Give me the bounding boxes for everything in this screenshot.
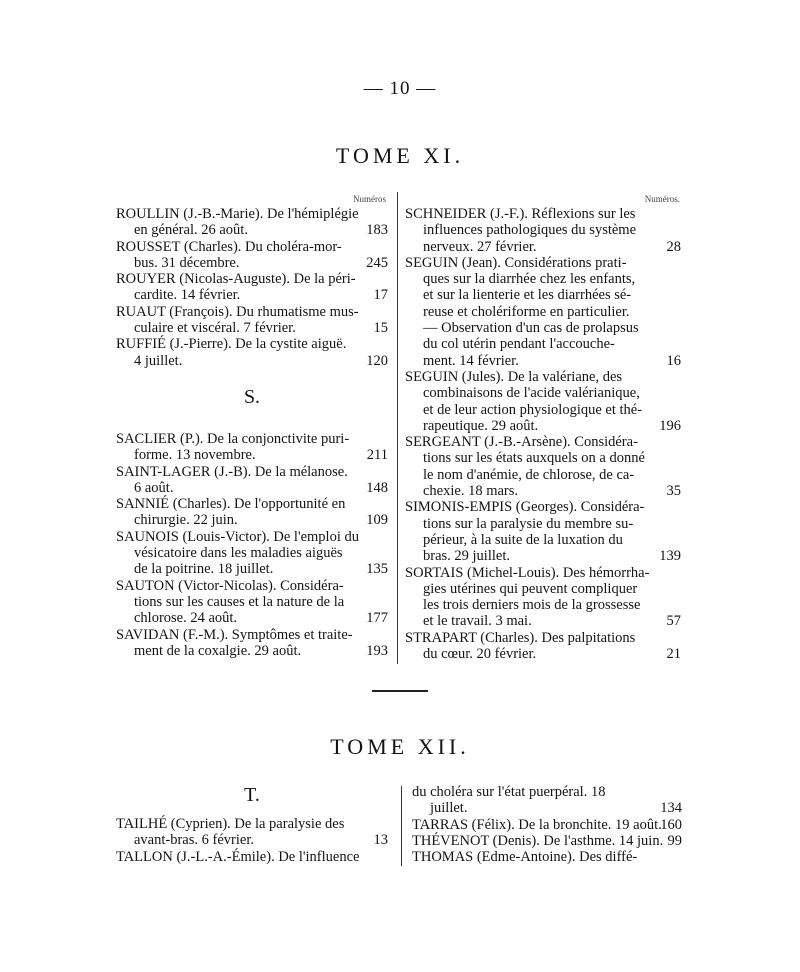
index-entry bbox=[412, 784, 682, 817]
entry-line: de la poitrine. 18 juillet. bbox=[134, 561, 274, 578]
index-entry bbox=[116, 431, 388, 464]
index-entry bbox=[116, 464, 388, 497]
entry-line: — Observation d'un cas de prolapsus bbox=[423, 320, 639, 337]
entry-line: ROUYER (Nicolas-Auguste). De la péri- bbox=[116, 271, 356, 288]
entry-line: gies utérines qui peuvent compliquer bbox=[423, 580, 638, 597]
index-entry bbox=[116, 578, 388, 627]
page-number: — 10 — bbox=[363, 78, 437, 99]
entry-line: tions sur les états auxquels on a donné bbox=[423, 450, 645, 467]
entry-line: ROULLIN (J.-B.-Marie). De l'hémiplégie bbox=[116, 206, 359, 222]
entry-number: 17 bbox=[373, 287, 388, 304]
entry-number: 28 bbox=[666, 238, 681, 255]
entry-line: rapeutique. 29 août. bbox=[423, 417, 539, 434]
entry-line: bus. 31 décembre. bbox=[134, 254, 240, 271]
index-entry bbox=[405, 255, 681, 369]
entry-line: ment de la coxalgie. 29 août. bbox=[134, 642, 302, 659]
entry-line: périeur, à la suite de la luxation du bbox=[423, 531, 623, 548]
index-entry bbox=[116, 627, 388, 660]
entry-number: 139 bbox=[659, 548, 681, 565]
index-entry bbox=[405, 434, 681, 499]
entry-line: du choléra sur l'état puerpéral. 18 bbox=[412, 784, 606, 800]
right-column-header: Numéros. bbox=[644, 194, 680, 204]
entry-number: 135 bbox=[366, 561, 388, 578]
entry-number: 193 bbox=[366, 642, 388, 659]
entry-line: chlorose. 24 août. bbox=[134, 610, 238, 627]
index-entry bbox=[405, 630, 681, 663]
index-entry bbox=[412, 849, 682, 865]
entry-line: et le travail. 3 mai. bbox=[423, 613, 532, 630]
entry-line: SERGEANT (J.-B.-Arsène). Considéra- bbox=[405, 434, 638, 451]
section-separator bbox=[372, 690, 428, 692]
entry-line: avant-bras. 6 février. bbox=[134, 832, 254, 849]
tome-xii-left-list bbox=[116, 816, 388, 865]
index-entry bbox=[116, 304, 388, 337]
index-entry bbox=[405, 565, 681, 630]
entry-line: 4 juillet. bbox=[134, 352, 183, 369]
entry-line: culaire et viscéral. 7 février. bbox=[134, 320, 296, 337]
entry-line: influences pathologiques du système bbox=[423, 222, 637, 239]
entry-line: vésicatoire dans les maladies aiguës bbox=[134, 545, 343, 562]
left-column-header: Numéros bbox=[353, 194, 386, 204]
entry-line: reuse et cholériforme en particulier. bbox=[423, 303, 630, 320]
entry-number: 109 bbox=[366, 512, 388, 529]
entry-number: 35 bbox=[666, 483, 681, 500]
entry-line: tions sur la paralysie du membre su- bbox=[423, 515, 634, 532]
entry-line: chexie. 18 mars. bbox=[423, 483, 519, 500]
entry-number: 21 bbox=[666, 646, 681, 663]
entry-line: SEGUIN (Jean). Considérations prati- bbox=[405, 254, 627, 271]
index-entry bbox=[405, 499, 681, 564]
entry-line: THÉVENOT (Denis). De l'asthme. 14 juin. bbox=[412, 832, 664, 849]
tome-xi-right-list bbox=[405, 206, 681, 662]
entry-line: ment. 14 février. bbox=[423, 352, 519, 369]
tome-xii-right-list bbox=[412, 784, 682, 865]
entry-line: SORTAIS (Michel-Louis). Des hémorrha- bbox=[405, 564, 650, 581]
entry-line: SAINT-LAGER (J.-B). De la mélanose. bbox=[116, 463, 348, 480]
entry-number: 196 bbox=[659, 417, 681, 434]
index-entry bbox=[412, 833, 682, 849]
entry-line: juillet. bbox=[430, 800, 468, 817]
entry-line: tions sur les causes et la nature de la bbox=[134, 593, 345, 610]
entry-line: SAVIDAN (F.-M.). Symptômes et traite- bbox=[116, 626, 353, 643]
index-entry bbox=[116, 496, 388, 529]
entry-line: ROUSSET (Charles). Du choléra-mor- bbox=[116, 238, 342, 255]
entry-line: SANNIÉ (Charles). De l'opportunité en bbox=[116, 496, 346, 513]
entry-number: 183 bbox=[366, 222, 388, 239]
entry-number: 16 bbox=[666, 352, 681, 369]
tome-xi-left-s-list bbox=[116, 431, 388, 659]
entry-number: 15 bbox=[373, 320, 388, 337]
entry-number: 134 bbox=[660, 800, 682, 817]
entry-line: le nom d'anémie, de chlorose, de ca- bbox=[423, 466, 635, 483]
section-letter-s: S. bbox=[243, 386, 261, 408]
index-entry bbox=[116, 271, 388, 304]
index-entry bbox=[116, 849, 388, 865]
entry-line: SAUTON (Victor-Nicolas). Considéra- bbox=[116, 577, 344, 594]
entry-line: SIMONIS-EMPIS (Georges). Considéra- bbox=[405, 499, 645, 516]
entry-number: 160 bbox=[660, 816, 682, 833]
index-entry bbox=[412, 817, 682, 833]
column-divider-2 bbox=[401, 786, 402, 866]
entry-line: bras. 29 juillet. bbox=[423, 548, 510, 565]
index-entry bbox=[116, 336, 388, 369]
entry-number: 177 bbox=[366, 610, 388, 627]
entry-line: STRAPART (Charles). Des palpitations bbox=[405, 629, 636, 646]
entry-line: RUAUT (François). Du rhumatisme mus- bbox=[116, 303, 359, 320]
entry-line: forme. 13 novembre. bbox=[134, 447, 256, 464]
entry-number: 99 bbox=[667, 832, 682, 849]
index-entry bbox=[116, 816, 388, 849]
section-letter-t: T. bbox=[244, 784, 260, 806]
entry-line: 6 août. bbox=[134, 479, 174, 496]
entry-line: SAUNOIS (Louis-Victor). De l'emploi du bbox=[116, 528, 359, 545]
tome-xii-title: TOME XII. bbox=[330, 734, 470, 759]
entry-line: combinaisons de l'acide valérianique, bbox=[423, 385, 640, 402]
entry-line: TAILHÉ (Cyprien). De la paralysie des bbox=[116, 816, 345, 832]
entry-line: nerveux. 27 février. bbox=[423, 238, 537, 255]
index-entry bbox=[405, 369, 681, 434]
entry-line: les trois derniers mois de la grossesse bbox=[423, 597, 641, 614]
entry-line: ques sur la diarrhée chez les enfants, bbox=[423, 271, 636, 288]
entry-line: RUFFIÉ (J.-Pierre). De la cystite aiguë. bbox=[116, 336, 347, 353]
tome-xi-left-r-list bbox=[116, 206, 388, 369]
column-divider bbox=[397, 192, 398, 664]
entry-line: TARRAS (Félix). De la bronchite. 19 août. bbox=[412, 816, 662, 833]
entry-number: 211 bbox=[366, 447, 388, 464]
entry-line: en général. 26 août. bbox=[134, 222, 248, 239]
entry-line: et sur la lienterie et les diarrhées sé- bbox=[423, 287, 632, 304]
index-entry bbox=[116, 206, 388, 239]
entry-number: 13 bbox=[373, 832, 388, 849]
entry-line: THOMAS (Edme-Antoine). Des diffé- bbox=[412, 849, 638, 866]
entry-line: SCHNEIDER (J.-F.). Réflexions sur les bbox=[405, 206, 636, 222]
index-entry bbox=[116, 239, 388, 272]
index-entry bbox=[405, 206, 681, 255]
entry-number: 245 bbox=[366, 254, 388, 271]
entry-line: SACLIER (P.). De la conjonctivite puri- bbox=[116, 431, 350, 447]
entry-line: du cœur. 20 février. bbox=[423, 646, 537, 663]
tome-xi-title: TOME XI. bbox=[335, 143, 465, 168]
entry-number: 120 bbox=[366, 352, 388, 369]
entry-line: TALLON (J.-L.-A.-Émile). De l'influence bbox=[116, 848, 360, 865]
entry-line: du col utérin pendant l'accouche- bbox=[423, 336, 615, 353]
entry-number: 57 bbox=[666, 613, 681, 630]
entry-number: 148 bbox=[366, 479, 388, 496]
entry-line: SEGUIN (Jules). De la valériane, des bbox=[405, 368, 623, 385]
entry-line: cardite. 14 février. bbox=[134, 287, 241, 304]
entry-line: et de leur action physiologique et thé- bbox=[423, 401, 643, 418]
entry-line: chirurgie. 22 juin. bbox=[134, 512, 238, 529]
index-entry bbox=[116, 529, 388, 578]
